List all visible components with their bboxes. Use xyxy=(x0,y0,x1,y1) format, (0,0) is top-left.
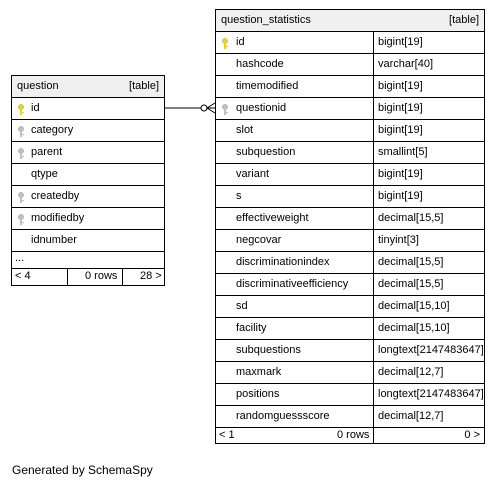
table-name: question_statistics xyxy=(221,14,311,26)
column-type: longtext[2147483647] xyxy=(373,340,484,361)
column-name: slot xyxy=(236,124,254,136)
question-statistics-table[interactable] xyxy=(215,9,485,444)
column-row-modifiedby[interactable] xyxy=(12,208,164,230)
table-kind: [table] xyxy=(449,14,479,26)
column-type: bigint[19] xyxy=(373,76,423,97)
column-row-hashcode[interactable] xyxy=(216,54,484,76)
column-name: s xyxy=(236,190,242,202)
column-row-idnumber[interactable] xyxy=(12,230,164,252)
column-name: effectiveweight xyxy=(236,212,309,224)
column-type: decimal[15,5] xyxy=(373,274,443,295)
primary-key-icon xyxy=(17,103,26,115)
column-type: bigint[19] xyxy=(373,120,423,141)
column-name: modifiedby xyxy=(31,212,85,224)
column-type: bigint[19] xyxy=(373,32,423,53)
column-name: category xyxy=(31,124,74,136)
column-row-questionid[interactable] xyxy=(216,98,484,120)
foreign-key-icon xyxy=(17,191,26,203)
generator-credit: Generated by SchemaSpy xyxy=(12,463,153,477)
column-name: hashcode xyxy=(236,58,284,70)
column-row-timemodified[interactable] xyxy=(216,76,484,98)
column-name: discriminationindex xyxy=(236,256,330,268)
table-kind: [table] xyxy=(129,80,159,92)
column-row-facility[interactable] xyxy=(216,318,484,340)
more-columns-ellipsis: ... xyxy=(12,252,164,269)
column-row-createdby[interactable] xyxy=(12,186,164,208)
column-row-variant[interactable] xyxy=(216,164,484,186)
column-name: createdby xyxy=(31,190,80,202)
column-name: variant xyxy=(236,168,270,180)
column-type: decimal[15,10] xyxy=(373,318,450,339)
column-type: decimal[12,7] xyxy=(373,406,443,427)
column-type: bigint[19] xyxy=(373,164,423,185)
column-row-id[interactable] xyxy=(216,32,484,54)
foreign-key-icon xyxy=(17,147,26,159)
column-row-qtype[interactable] xyxy=(12,164,164,186)
column-type: decimal[15,5] xyxy=(373,252,443,273)
primary-key-icon xyxy=(221,37,230,49)
column-name: negcovar xyxy=(236,234,282,246)
column-row-s[interactable] xyxy=(216,186,484,208)
column-name: id xyxy=(31,102,40,114)
column-type: varchar[40] xyxy=(373,54,433,75)
column-name: subquestion xyxy=(236,146,296,158)
column-name: randomguessscore xyxy=(236,410,330,422)
column-row-subquestion[interactable] xyxy=(216,142,484,164)
table-header xyxy=(12,76,164,98)
table-footer xyxy=(12,269,164,286)
column-row-id[interactable] xyxy=(12,98,164,120)
column-row-effectiveweight[interactable] xyxy=(216,208,484,230)
foreign-key-icon xyxy=(221,103,230,115)
row-count: 0 rows xyxy=(85,270,118,282)
column-type: smallint[5] xyxy=(373,142,428,163)
foreign-key-icon xyxy=(17,125,26,137)
column-name: discriminativeefficiency xyxy=(236,278,349,290)
row-count: 0 rows xyxy=(337,429,370,441)
parents-count[interactable]: < 4 xyxy=(15,270,31,282)
table-header xyxy=(216,10,484,32)
column-type: decimal[15,10] xyxy=(373,296,450,317)
table-name: question xyxy=(17,80,59,92)
table-footer xyxy=(216,428,484,445)
column-name: timemodified xyxy=(236,80,299,92)
crowfoot-lower xyxy=(207,108,215,113)
column-name: questionid xyxy=(236,102,287,114)
column-row-negcovar[interactable] xyxy=(216,230,484,252)
column-row-randomguessscore[interactable] xyxy=(216,406,484,428)
column-type: tinyint[3] xyxy=(373,230,419,251)
column-row-slot[interactable] xyxy=(216,120,484,142)
column-row-discriminationindex[interactable] xyxy=(216,252,484,274)
column-name: idnumber xyxy=(31,234,77,246)
column-row-maxmark[interactable] xyxy=(216,362,484,384)
column-row-positions[interactable] xyxy=(216,384,484,406)
column-name: subquestions xyxy=(236,344,301,356)
column-row-category[interactable] xyxy=(12,120,164,142)
column-type: decimal[15,5] xyxy=(373,208,443,229)
column-row-subquestions[interactable] xyxy=(216,340,484,362)
column-row-sd[interactable] xyxy=(216,296,484,318)
column-name: sd xyxy=(236,300,248,312)
foreign-key-icon xyxy=(17,213,26,225)
column-type: decimal[12,7] xyxy=(373,362,443,383)
column-name: facility xyxy=(236,322,267,334)
optional-marker xyxy=(201,105,207,111)
crowfoot-upper xyxy=(207,103,215,108)
column-name: maxmark xyxy=(236,366,282,378)
children-count[interactable]: 0 > xyxy=(464,429,480,441)
column-name: positions xyxy=(236,388,280,400)
column-name: id xyxy=(236,36,245,48)
column-type: bigint[19] xyxy=(373,98,423,119)
column-name: qtype xyxy=(31,168,58,180)
column-row-parent[interactable] xyxy=(12,142,164,164)
parents-count[interactable]: < 1 xyxy=(219,429,235,441)
column-type: longtext[2147483647] xyxy=(373,384,484,405)
column-type: bigint[19] xyxy=(373,186,423,207)
children-count[interactable]: 28 > xyxy=(140,270,162,282)
column-row-discriminativeefficiency[interactable] xyxy=(216,274,484,296)
column-name: parent xyxy=(31,146,63,158)
question-table[interactable] xyxy=(11,75,165,286)
